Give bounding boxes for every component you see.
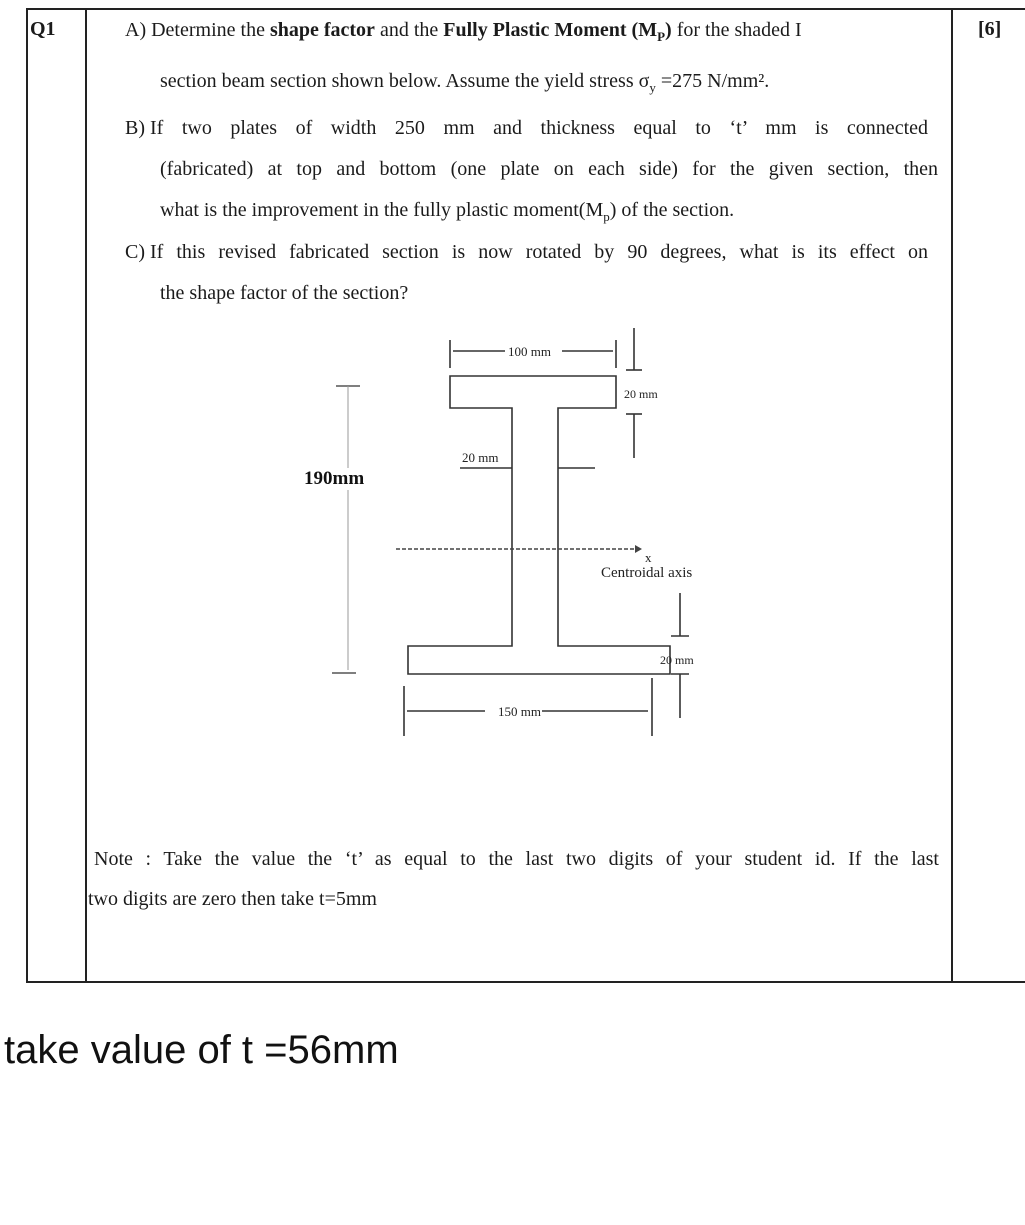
axis-label: Centroidal axis bbox=[601, 565, 693, 581]
bottom-thickness-label: 20 mm bbox=[660, 653, 694, 667]
bottom-width-label: 150 mm bbox=[498, 704, 541, 719]
part-b-line-1: B) If two plates of width 250 mm and thickness equal to ‘t’ mm is connected bbox=[125, 117, 928, 139]
overall-depth-label: 190mm bbox=[304, 468, 365, 489]
note-line-1: Note : Take the value the ‘t’ as equal to the last two digits of your student id. If the last bbox=[94, 848, 939, 870]
top-width-label: 100 mm bbox=[508, 344, 551, 359]
i-section-figure bbox=[290, 318, 710, 758]
part-c-line-2: the shape factor of the section? bbox=[160, 282, 409, 304]
footer-text: take value of t =56mm bbox=[4, 1028, 399, 1072]
part-b-line-3: what is the improvement in the fully plastic $moment(M_p)$ of the section. bbox=[160, 199, 735, 224]
top-thickness-label: 20 mm bbox=[624, 387, 658, 401]
i-section-outline bbox=[408, 376, 670, 674]
table-divider-right bbox=[951, 8, 953, 983]
question-number: Q1 bbox=[30, 18, 56, 40]
note-line-2: two digits are zero then take t=5mm bbox=[88, 888, 377, 910]
part-a-line-1: A) Determine the shape factor and the Fully Plastic Moment $(M_P)$ for the shaded I bbox=[125, 19, 802, 44]
question-marks: [6] bbox=[978, 18, 1002, 40]
axis-symbol: x bbox=[645, 550, 652, 565]
web-thickness-label: 20 mm bbox=[462, 450, 499, 465]
part-b-line-2: (fabricated) at top and bottom (one plate on each side) for the given section, then bbox=[160, 158, 938, 180]
part-c-line-1: C) If this revised fabricated section is now rotated by 90 degrees, what is its effect on bbox=[125, 241, 928, 263]
table-divider-left bbox=[85, 8, 87, 983]
part-a-line-2: section beam section shown below. Assume the yield stress $\sigma_y =275$ N/mm². bbox=[160, 70, 770, 95]
